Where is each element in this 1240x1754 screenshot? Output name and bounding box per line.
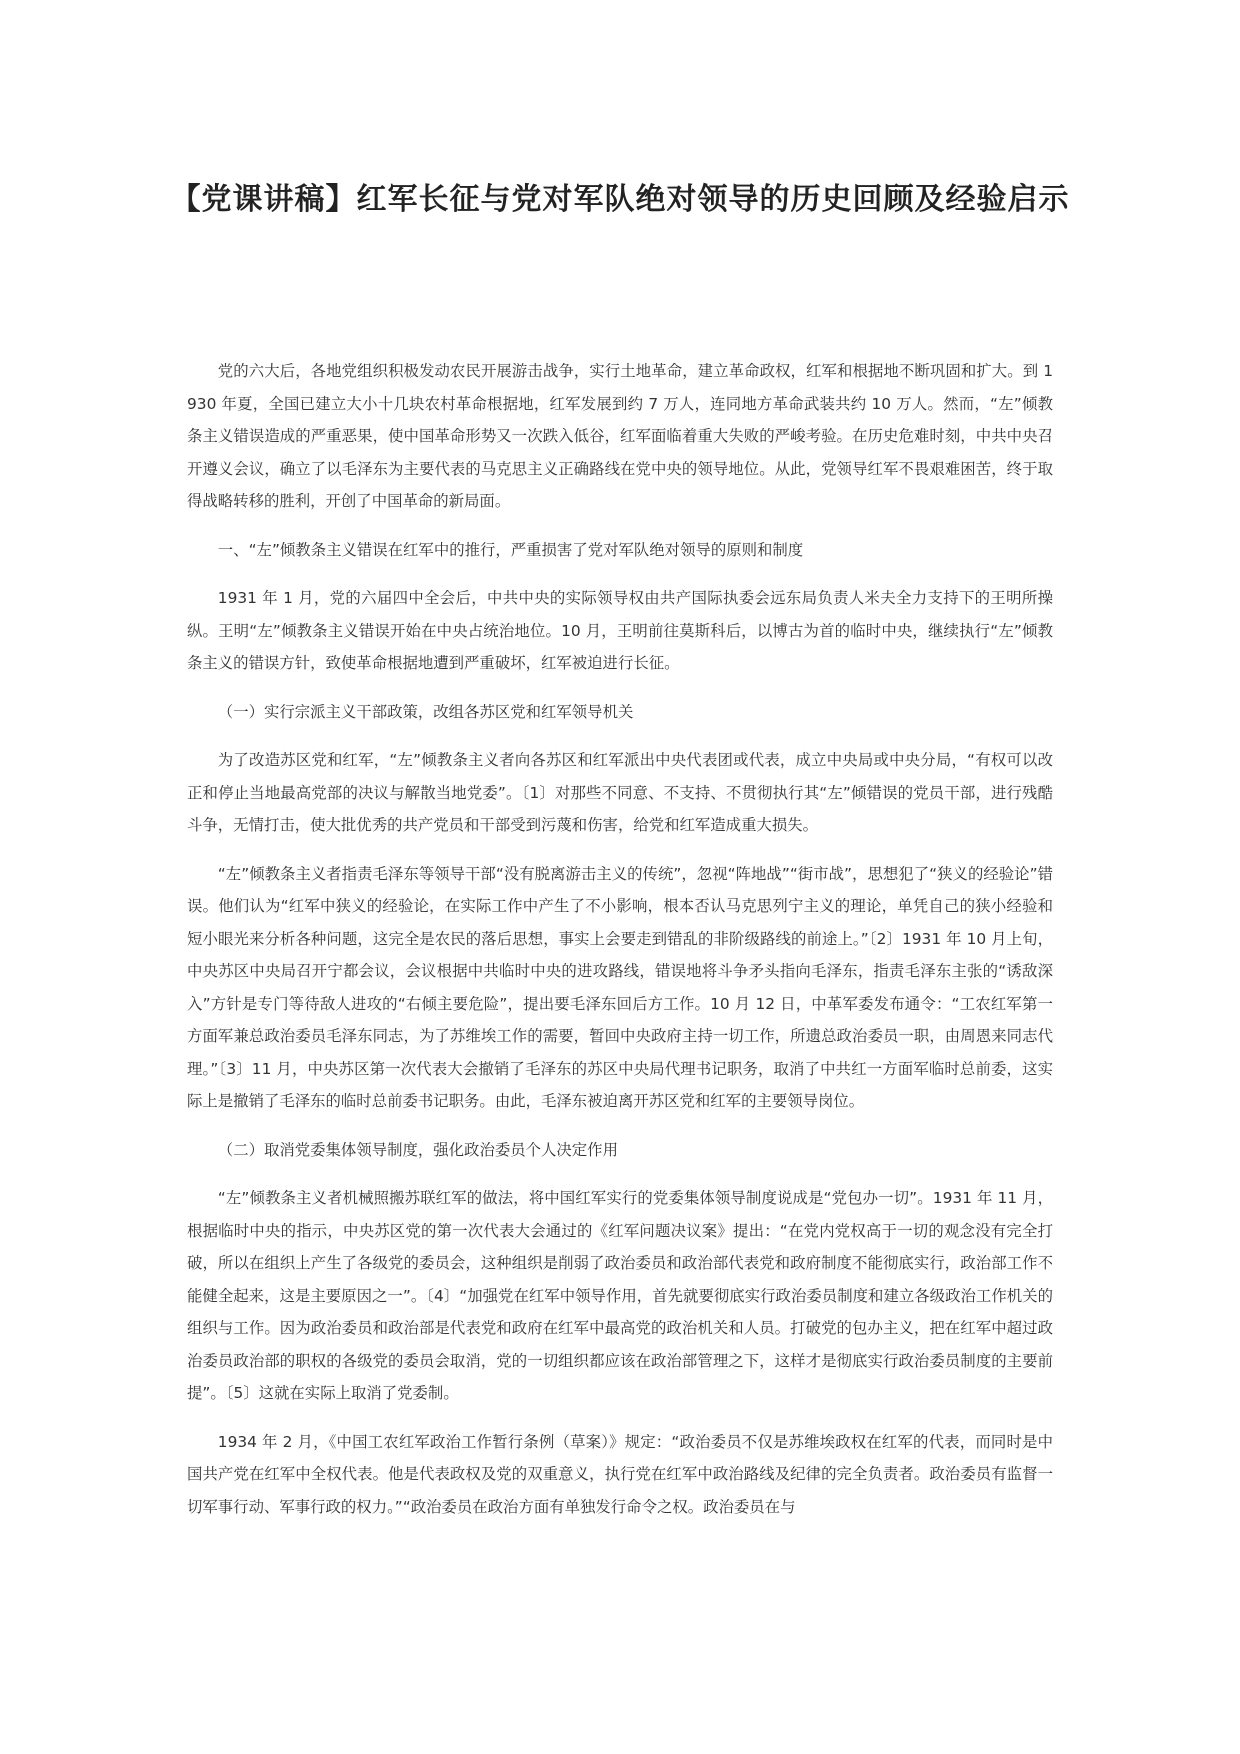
subsection-heading-1: （一）实行宗派主义干部政策，改组各苏区党和红军领导机关: [217, 702, 634, 721]
document-body: [187, 355, 1053, 1539]
paragraph: 1931 年 1 月，党的六届四中全会后，中共中央的实际领导权由共产国际执委会远东局负责人米夫全力支持下的王明所操纵。王明“左”倾教条主义错误开始在中央占统治地位。10 月，王明前往莫斯科后，以博古为首的临时中央，继续执行“左”倾教条主义的错误方针，致使革命根据地遭到严重破坏，红军被迫进行长征。: [187, 589, 1053, 672]
paragraph: “左”倾教条主义者机械照搬苏联红军的做法，将中国红军实行的党委集体领导制度说成是“党包办一切”。1931 年 11 月，根据临时中央的指示，中央苏区党的第一次代表大会通过的《红军问题决议案》提出：“在党内党权高于一切的观念没有完全打破，所以在组织上产生了各级党的委员会，这种组织是削弱了政治委员和政治部代表党和政府制度不能彻底实行，政治部工作不能健全起来，这是主要原因之一”。〔4〕“加强党在红军中领导作用，首先就要彻底实行政治委员制度和建立各级政治工作机关的组织与工作。因为政治委员和政治部是代表党和政府在红军中最高党的政治机关和人员。打破党的包办主义，把在红军中超过政治委员政治部的职权的各级党的委员会取消，党的一切组织都应该在政治部管理之下，这样才是彻底实行政治委员制度的主要前提”。〔5〕这就在实际上取消了党委制。: [187, 1189, 1053, 1402]
paragraph: 1934 年 2 月，《中国工农红军政治工作暂行条例（草案）》规定：“政治委员不仅是苏维埃政权在红军的代表，而同时是中国共产党在红军中全权代表。他是代表政权及党的双重意义，执行党在红军中政治路线及纪律的完全负责者。政治委员有监督一切军事行动、军事行政的权力。”“政治委员在政治方面有单独发行命令之权。政治委员在与: [187, 1432, 1053, 1516]
subsection-heading-2: （二）取消党委集体领导制度，强化政治委员个人决定作用: [217, 1140, 618, 1159]
paragraph-intro: 党的六大后，各地党组织积极发动农民开展游击战争，实行土地革命，建立革命政权，红军和根据地不断巩固和扩大。到 1930 年夏，全国已建立大小十几块农村革命根据地，红军发展到约 7 万人，连同地方革命武装共约 10 万人。然而，“左”倾教条主义错误造成的严重恶果，使中国革命形势又一次跌入低谷，红军面临着重大失败的严峻考验。在历史危难时刻，中共中央召开遵义会议，确立了以毛泽东为主要代表的马克思主义正确路线在党中央的领导地位。从此，党领导红军不畏艰难困苦，终于取得战略转移的胜利，开创了中国革命的新局面。: [187, 362, 1053, 510]
paragraph: 为了改造苏区党和红军，“左”倾教条主义者向各苏区和红军派出中央代表团或代表，成立中央局或中央分局，“有权可以改正和停止当地最高党部的决议与解散当地党委”。〔1〕对那些不同意、不支持、不贯彻执行其“左”倾错误的党员干部，进行残酷斗争，无情打击，使大批优秀的共产党员和干部受到污蔑和伤害，给党和红军造成重大损失。: [187, 751, 1053, 834]
document-title: 【党课讲稿】红军长征与党对军队绝对领导的历史回顾及经验启示: [170, 182, 1070, 217]
section-heading-1: 一、“左”倾教条主义错误在红军中的推行，严重损害了党对军队绝对领导的原则和制度: [217, 540, 804, 559]
paragraph: “左”倾教条主义者指责毛泽东等领导干部“没有脱离游击主义的传统”，忽视“阵地战”“街市战”，思想犯了“狭义的经验论”错误。他们认为“红军中狭义的经验论，在实际工作中产生了不小影响，根本否认马克思列宁主义的理论，单凭自己的狭小经验和短小眼光来分析各种问题，这完全是农民的落后思想，事实上会要走到错乱的非阶级路线的前途上。”〔2〕1931 年 10 月上旬，中央苏区中央局召开宁都会议，会议根据中共临时中央的进攻路线，错误地将斗争矛头指向毛泽东，指责毛泽东主张的“诱敌深入”方针是专门等待敌人进攻的“右倾主要危险”，提出要毛泽东回后方工作。10 月 12 日，中革军委发布通令：“工农红军第一方面军兼总政治委员毛泽东同志，为了苏维埃工作的需要，暂回中央政府主持一切工作，所遗总政治委员一职，由周恩来同志代理。”〔3〕11 月，中央苏区第一次代表大会撤销了毛泽东的苏区中央局代理书记职务，取消了中共红一方面军临时总前委，这实际上是撤销了毛泽东的临时总前委书记职务。由此，毛泽东被迫离开苏区党和红军的主要领导岗位。: [187, 864, 1053, 1110]
